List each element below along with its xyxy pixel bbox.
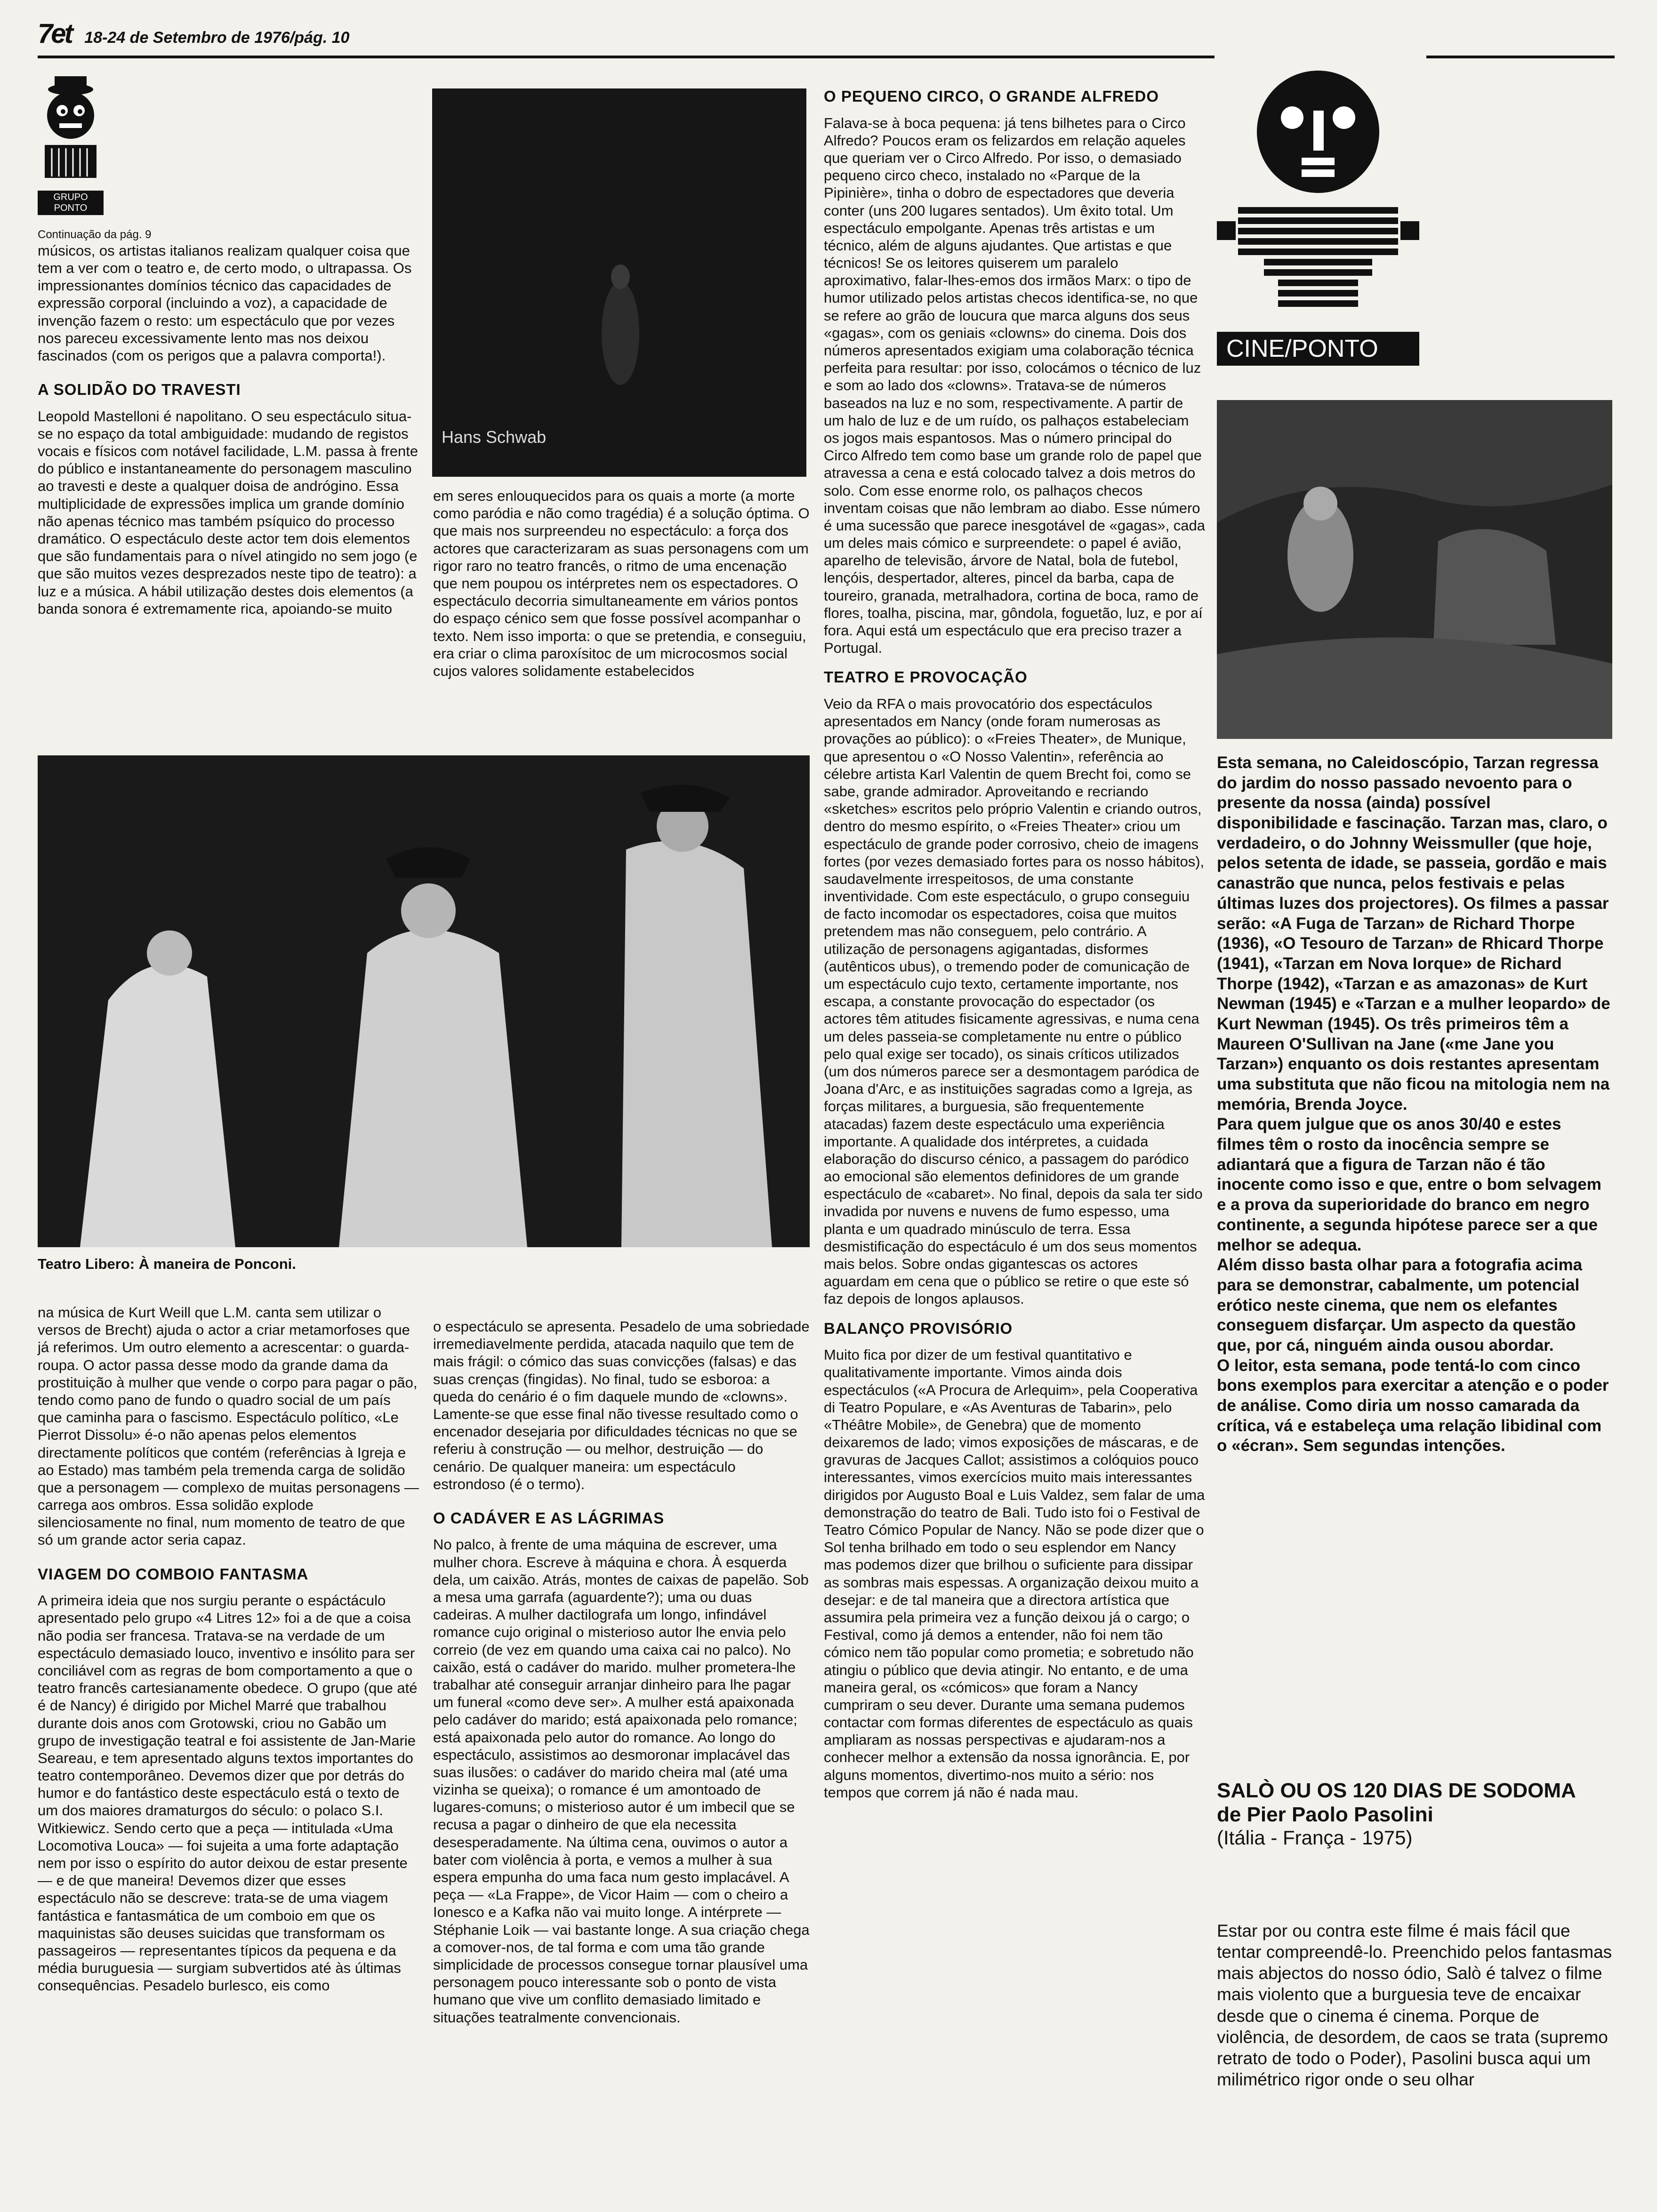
tarzan-intro: Esta semana, no Caleidoscópio, Tarzan regressa do jardim do nosso passado nevoento para o presente da nossa (ainda) possível disponibilidade e fascinação. Tarzan mas, claro, o verdadeiro, o do Johnny Weissmuller (que hoje, pelos setenta de idade, se passeia, gordão e mais canastrão que nunca, pelos festivais e pelas últimas luzes dos projectores). Os filmes a passar serão: «A Fuga de Tarzan» de Richard Thorpe (1936), «O Tesouro de Tarzan» de Rhicard Thorpe (1941), «Tarzan em Nova Iorque» de Richard Thorpe (1942), «Tarzan e as amazonas» de Kurt Newman (1945) e «Tarzan e a mulher leopardo» de Kurt Newman (1945). Os três primeiros têm a Maureen O'Sullivan na Jane («me Jane you Tarzan») enquanto os dois restantes apresentam uma substituta que não ficou na mitologia nem na memória, Brenda Joyce. xyxy=(1217,753,1610,1114)
section-logo xyxy=(38,71,104,213)
photo-main xyxy=(38,755,810,1247)
cine-ponto-label: CINE/PONTO xyxy=(1217,332,1419,366)
article-provocacao: Veio da RFA o mais provocatório dos espectáculos apresentados em Nancy (onde foram numerosas as provações ao público): o «Freies Theater», de Munique, que apresentou o «O Nosso Valentin», referência ao célebre artista Karl Valentin de quem Brecht foi, como se sabe, grande admirador. Aproveitando e recriando «sketches» escritos pelo próprio Valentin e criando outros, dentro do mesmo espírito, o «Freies Theater» criou um espectáculo de grande poder corrosivo, cheio de imagens fortes (por vezes demasiado fortes para os nosso hábitos), saudavelmente irrespeitosos, de uma constante inventividade. Com este espectáculo, o grupo conseguiu de facto incomodar os espectadores, coisa que muitos pretendem mas não conseguem, pelo contrário. A utilização de personagens agigantadas, disformes (autênticos ubus), o tremendo poder de comunicação de um espectáculo cujo texto, certamente importante, nos escapa, a constante provocação do espectador (os actores têm atitudes fisicamente agressivas, e numa cena um deles passeia-se completamente nu entre o público pelo qual exige ser tocado), os sinais críticos utilizados (um dos números parece ser a desmontagem paródica de Joana d'Arc, e as instituições sagradas como a Igreja, as forças militares, a burguesia, são frequentemente atacadas) fazem deste espectáculo uma experiência importante. A qualidade dos intérpretes, a cuidada elaboração do discurso cénico, a passagem do paródico ao emocional são elementos definidores de um grande espectáculo de «cabaret». No final, depois da sala ter sido invadida por nuvens e nuvens de fumo espesso, uma planta e um quadrado minúsculo de terra. Essa desmistificação do espectáculo é um dos seus momentos mais belos. Sobre ondas gigantescas os actores aguardam em cena que o público se retire o que este só faz depois de longos aplausos. xyxy=(824,696,1205,1307)
photo-top xyxy=(432,88,806,477)
article-solidao: Leopold Mastelloni é napolitano. O seu espectáculo situa-se no espaço da total ambiguidade: mudando de registos vocais e físicos com notável facilidade, L.M. passa à frente do público e instantaneamente do personagem masculino ao travesti e deste a qualquer doisa de andrógino. Essa multiplicidade de expressões implica um grande domínio não apenas técnico mas também psíquico do processo dramático. O espectáculo deste actor tem dois elementos que são fundamentais para o nível atingido no sem jogo (e que são muitos vezes desprezados neste tipo de teatro): a luz e a música. A hábil utilização destes dois elementos (a banda sonora é extremamente rica, apoiando-se muito xyxy=(38,408,418,617)
jungle-photo xyxy=(1217,400,1612,739)
header-rule-right xyxy=(1426,56,1615,58)
column-2-bottom xyxy=(433,1318,810,2026)
heading-circo: O PEQUENO CIRCO, O GRANDE ALFREDO xyxy=(824,88,1159,105)
article-pierrot: na música de Kurt Weill que L.M. canta sem utilizar o versos de Brecht) ajuda o actor a criar metamorfoses que já referimos. Um outro elemento a acrescentar: o guarda-roupa. O actor passa desse modo da grande dama da prostituição à mulher que vende o corpo para pagar o pão, tendo como pano de fundo o quadro social de um país que caminha para o fascismo. Espectáculo político, «Le Pierrot Dissolu» é-o não apenas pelos elementos directamente políticos que contém (referências à Igreja e ao Estado) mas também pela tremenda carga de solidão que a personagem — complexo de muitas personagens — carrega aos ombros. Essa solidão explode silenciosamente no final, num momento de teatro de que só um grande actor seria capaz. xyxy=(38,1304,419,1548)
heading-solidao: A SOLIDÃO DO TRAVESTI xyxy=(38,381,241,399)
article-comboio: A primeira ideia que nos surgiu perante o espáctáculo apresentado pelo grupo «4 Litres 12» foi a de que a coisa não podia ser francesa. Tratava-se na verdade de um espectáculo demasiado louco, inventivo e insólito para ser conciliável com as regras de bom comportamento a que o teatro francês cartesianamente obedece. O grupo (que até é de Nancy) é dirigido por Michel Marré que trabalhou durante dois anos com Grotowski, criou no Gabão um grupo de investigação teatral e foi assistente de Jan-Marie Seareau, e tem apresentado alguns textos importantes do teatro contemporâneo. Devemos dizer que por detrás do humor e do fantástico deste espectáculo está o texto de um dos maiores dramaturgos do século: o polaco S.I. Witkiewicz. Sendo certo que a peça — intitulada «Uma Locomotiva Louca» — foi sujeita a uma forte adaptação nem por isso o espírito do autor deixou de estar presente — e de que maneira! Devemos dizer que esses espectáculo não se descreve: trata-se de uma viagem fantástica e fantasmática de um comboio em que os maquinistas são deuses suicidas que transformam os passageiros — representantes típicos da pequena e da média buruguesia — surgiam subvertidos até às últimas consequências. Pesadelo burlesco, eis como xyxy=(38,1592,418,1994)
heading-balanco: BALANÇO PROVISÓRIO xyxy=(824,1319,1013,1337)
film-director: de Pier Paolo Pasolini xyxy=(1217,1803,1433,1826)
continuation-note: Continuação da pág. 9 xyxy=(38,228,152,241)
column-4 xyxy=(1217,753,1612,1456)
article-balanco: Muito fica por dizer de um festival quantitativo e qualitativamente importante. Vimos ainda dois espectáculos («A Procura de Arlequim», pela Cooperativa di Teatro Populare, e «As Aventuras de Tabarin», pelo «Théâtre Mobile», de Genebra) que de momento deixaremos de lado; vimos exposições de máscaras, e de gravuras de Jacques Callot; assistimos a colóquios pouco interessantes, vimos exercícios muito mais interessantes dirigidos por Augusto Boal e Luis Valdez, sem falar de uma demonstração do teatro de Bali. Tudo isto foi o Festival de Teatro Cómico Popular de Nancy. Não se pode dizer que o Sol tenha brilhado em todo o seu esplendor em Nancy mas podemos dizer que brilhou o suficiente para dissipar as sombras mais espessas. A organização deixou muito a desejar: e de tal maneira que a directora artística que assumira pela primeira vez a função deixou já o cargo; o Festival, como já demos a entender, não foi nem tão cómico nem tão popular como prometia; e sobretudo não atingiu o público que devia atingir. No entanto, e de uma maneira geral, os «cómicos» que foram a Nancy cumpriram o seu dever. Durante uma semana pudemos contactar com formas diferentes de espectáculo as quais ampliaram as nossas perspectivas e ajudaram-nos a conhecer melhor a extensão da nossa ignorância. E, por alguns momentos, divertimo-nos muito a sério: nos tempos que correm já não é nada mau. xyxy=(824,1346,1205,1801)
film-title: SALÒ OU OS 120 DIAS DE SODOMA xyxy=(1217,1779,1576,1802)
film-title-block xyxy=(1217,1779,1612,1849)
heading-provocacao: TEATRO E PROVOCAÇÃO xyxy=(824,668,1028,686)
tarzan-erotic: Além disso basta olhar para a fotografia acima para se demonstrar, cabalmente, um potencial erótico neste cinema, que nem os elefantes conseguem disfarçar. Um aspecto da questão que, por cá, ninguém ainda ousou abordar. xyxy=(1217,1256,1583,1354)
header-rule xyxy=(38,56,1215,58)
performer-photo xyxy=(432,88,806,477)
column-1-top xyxy=(38,228,419,617)
page-header xyxy=(38,18,349,49)
mascot-icon xyxy=(38,71,104,188)
column-3 xyxy=(824,87,1205,1801)
column-1-bottom xyxy=(38,1304,419,1995)
article-comboio-end: o espectáculo se apresenta. Pesadelo de uma sobriedade irremediavelmente perdida, atacada naquilo que tem de mais frágil: o cómico das suas convicções (falsas) e das suas crenças (fingidas). No final, tudo se esboroa: a queda do cenário é o fim daquele mundo de «clowns». Lamente-se que esse final não tivesse resultado como o encenador desejaria por dificuldades técnicas no que se referiu à construção — ou melhor, destruição — do cenário. De qualquer maneira: um espectáculo estrondoso (é o termo). xyxy=(433,1318,810,1492)
article-intro: músicos, os artistas italianos realizam qualquer coisa que tem a ver com o teatro e, de certo modo, o ultrapassa. Os impressionantes domínios técnico das capacidades de expressão corporal (incluindo a voz), a capacidade de invenção fazem o resto: um espectáculo que por vezes nos pareceu excessivamente lento mas nos deixou fascinados (com os perigos que a palavra comporta!). xyxy=(38,242,412,364)
photo-tarzan xyxy=(1217,400,1612,739)
column-2-top xyxy=(433,487,810,680)
film-country: (Itália - França - 1975) xyxy=(1217,1827,1413,1849)
tarzan-reader: O leitor, esta semana, pode tentá-lo com cinco bons exemplos para exercitar a atenção e o poder de análise. Como diria um nosso camarada da crítica, vá e estabeleça uma relação libidinal com o «écran». Sem segundas intenções. xyxy=(1217,1356,1609,1455)
article-cadaver: No palco, à frente de uma máquina de escrever, uma mulher chora. Escreve à máquina e chora. À esquerda dela, um caixão. Atrás, montes de caixas de papelão. Sob a mesa uma garrafa (aguardente?); uma ou duas cadeiras. A mulher dactilografa um longo, infindável romance cujo original o misterioso autor lhe envia pelo correio (de vez em quando uma caixa cai no palco). No caixão, está o cadáver do marido. mulher prometera-lhe trabalhar até conseguir arranjar dinheiro para lhe pagar um funeral «como deve ser». A mulher está apaixonada pelo cadáver do marido; está apaixonada pelo romance; está apaixonada pelo autor do romance. Ao longo do espectáculo, assistimos ao desmoronar implacável das suas ilusões: o cadáver do marido cheira mal (até uma vizinha se queixa); o romance é um amontoado de lugares-comuns; o misterioso autor é um imbecil que se recusa a pagar o dinheiro de que ela necessita desesperadamente. Na última cena, ouvimos o autor a bater com violência à porta, e vemos a mulher à sua espera empunha do uma faca num gesto implacável. A peça — «La Frappe», de Vicor Haim — com o cheiro a Ionesco e a Kafka não vai muito longe. A intérprete — Stéphanie Loik — vai bastante longe. A sua criação chega a comover-nos, de tal forma e com uma tão grande simplicidade de processos consegue tornar plausível uma personagem pouco interessante sob o ponto de vista humano que vive um conflito demasiado limitado e situações teatralmente convencionais. xyxy=(433,1536,810,2026)
cine-ponto-logo xyxy=(1217,66,1419,367)
article-continued: em seres enlouquecidos para os quais a morte (a morte como paródia e não como tragédia) é a solução óptima. O que mais nos surpreendeu no espectáculo: a força dos actores que caracterizaram as suas personagens com um rigor raro no teatro francês, o ritmo de uma encenação que nem poupou os intérpretes nem os espectadores. O espectáculo decorria simultaneamente em vários pontos do espaço cénico sem que fosse possível acompanhar o texto. Nem isso importa: o que se pretendia, e conseguiu, era criar o clima paroxísitoc de um microcosmos social cujos valores solidamente estabelecidos xyxy=(433,488,810,679)
heading-cadaver: O CADÁVER E AS LÁGRIMAS xyxy=(433,1509,665,1527)
stage-photo xyxy=(38,755,810,1247)
date-page: 18-24 de Setembro de 1976/pág. 10 xyxy=(84,29,350,47)
masthead-logo: 7et xyxy=(38,18,72,49)
tarzan-innocence: Para quem julgue que os anos 30/40 e estes filmes têm o rosto da inocência sempre se adiantará que a figura de Tarzan não é tão inocente como isso e que, entre o bom selvagem e a prova da superioridade do branco em negro continente, a segunda hipótese parece ser a que melhor se adequa. xyxy=(1217,1115,1601,1254)
section-logo-label: GRUPO PONTO xyxy=(38,191,104,215)
cinema-mascot-icon xyxy=(1217,66,1419,329)
article-circo: Falava-se à boca pequena: já tens bilhetes para o Circo Alfredo? Poucos eram os felizardos em relação aqueles que queriam ver o Circo Alfredo. Por isso, o demasiado pequeno circo checo, instalado no «Parque de la Pipinière», tinha o dobro de espectadores que deveria conter (uns 200 lugares sentados). Um êxito total. Um espectáculo empolgante. Apenas três artistas e um técnico, além de alguns ajudantes. Que artistas e que técnicos! Se os leitores quiserem um paralelo aproximativo, falar-lhes-emos dos irmãos Marx: o tipo de humor utilizado pelos artistas checos identifica-se, no que se refere ao grão de loucura que marca alguns dos seus «gagas», com os geniais «clowns» do cinema. Dois dos números apresentados exigiam uma colaboração técnica perfeita para resultar: por isso, colocámos o técnico de luz e som ao lado dos «clowns». Tratava-se de números baseados na luz e no som, respectivamente. A partir de um halo de luz e de um ruído, os palhaços estabeleciam os jogos mais espantosos. Mas o número principal do Circo Alfredo tem como base um grande rolo de papel que atravessa a cena e está colocado talvez a dois metros do solo. Com esse enorme rolo, os palhaços checos inventam coisas que não lembram ao diabo. Esse número é uma sucessão que parece inesgotável de «gagas», cada um deles mais cómico e surpreendete: o papel é avião, aparelho de televisão, árvore de Natal, bola de futebol, lençóis, despertador, alteres, pincel da barba, capa de toureiro, granada, metralhadora, cortina de boca, ramo de flores, toalha, piscina, mar, gôndola, foguetão, luz, e por aí fora. Aqui está um espectáculo que era preciso trazer a Portugal. xyxy=(824,114,1206,657)
photo-credit: Hans Schwab xyxy=(442,427,547,447)
photo-main-caption: Teatro Libero: À maneira de Ponconi. xyxy=(38,1256,296,1272)
heading-comboio: VIAGEM DO COMBOIO FANTASMA xyxy=(38,1565,309,1583)
film-review-text: Estar por ou contra este filme é mais fácil que tentar compreendê-lo. Preenchido pelos fantasmas mais abjectos do nosso ódio, Salò é talvez o filme mais violento que a burguesia teve de encaixar desde que o cinema é cinema. Porque de violência, de desordem, de caos se trata (supremo retrato de todo o Poder), Pasolini busca aqui um milimétrico rigor onde o seu olhar xyxy=(1217,1921,1612,2089)
